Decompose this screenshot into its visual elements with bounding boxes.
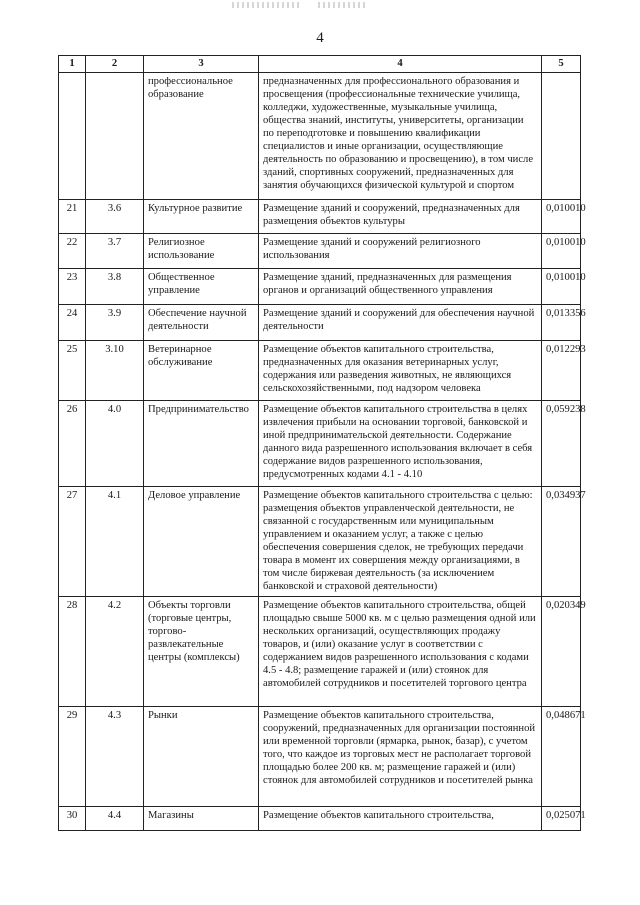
row-coefficient: 0,010010	[542, 269, 581, 305]
row-code	[86, 73, 144, 200]
row-code: 4.2	[86, 597, 144, 707]
row-name: Обеспечение научной деятельности	[144, 305, 259, 341]
row-name: профессиональное образование	[144, 73, 259, 200]
row-coefficient: 0,010010	[542, 234, 581, 269]
row-number: 27	[59, 487, 86, 597]
row-number: 24	[59, 305, 86, 341]
row-code: 3.6	[86, 200, 144, 234]
row-number: 30	[59, 807, 86, 831]
scan-artifact	[318, 2, 368, 8]
row-number	[59, 73, 86, 200]
table-row	[59, 807, 581, 831]
land-use-table	[58, 55, 586, 831]
row-code: 3.9	[86, 305, 144, 341]
table-row	[59, 234, 581, 269]
row-coefficient: 0,059238	[542, 401, 581, 487]
row-description: Размещение объектов капитального строительства с целью: размещения объектов управленческой деятельности, не связанной с государственным или муниципальным управлением и оказанием услуг, а также с целью обеспечения совершения сделок, не требующих передачи товара в момент их совершения между организациями, в том числе биржевая деятельность (за исключением банковской и страховой деятельности)	[259, 487, 542, 597]
table-row	[59, 200, 581, 234]
row-coefficient: 0,025071	[542, 807, 581, 831]
table-row	[59, 597, 581, 707]
row-coefficient: 0,010010	[542, 200, 581, 234]
row-name: Деловое управление	[144, 487, 259, 597]
row-code: 4.0	[86, 401, 144, 487]
scan-artifact	[232, 2, 302, 8]
row-number: 28	[59, 597, 86, 707]
row-name: Рынки	[144, 707, 259, 807]
row-code: 4.4	[86, 807, 144, 831]
table-row	[59, 73, 581, 200]
table-row	[59, 487, 581, 597]
table-row	[59, 707, 581, 807]
row-number: 29	[59, 707, 86, 807]
row-coefficient: 0,048671	[542, 707, 581, 807]
row-coefficient: 0,020349	[542, 597, 581, 707]
row-description: Размещение объектов капитального строительства, общей площадью свыше 5000 кв. м с целью размещения одной или нескольких организаций, осуществляющих продажу товаров, и (или) оказание услуг в соответствии с содержанием видов разрешенного использования с кодами 4.5 - 4.8; размещение гаражей и (или) стоянок для автомобилей сотрудников и посетителей торгового центра	[259, 597, 542, 707]
row-code: 3.8	[86, 269, 144, 305]
row-name: Ветеринарное обслуживание	[144, 341, 259, 401]
page-number: 4	[316, 30, 324, 46]
row-name: Культурное развитие	[144, 200, 259, 234]
row-name: Магазины	[144, 807, 259, 831]
row-number: 25	[59, 341, 86, 401]
row-code: 3.10	[86, 341, 144, 401]
row-description: Размещение зданий, предназначенных для размещения органов и организаций общественного управления	[259, 269, 542, 305]
row-number: 26	[59, 401, 86, 487]
row-code: 3.7	[86, 234, 144, 269]
row-description: Размещение объектов капитального строительства, сооружений, предназначенных для организации постоянной или временной торговли (ярмарка, рынок, базар), с учетом того, что каждое из торговых мест не располагает торговой площадью более 200 кв. м; размещение гаражей и (или) стоянок для автомобилей сотрудников и посетителей рынка	[259, 707, 542, 807]
table-header-row	[59, 56, 581, 73]
column-header-name: 3	[144, 56, 259, 73]
row-description: предназначенных для профессионального образования и просвещения (профессиональные технические училища, колледжи, художественные, музыкальные училища, общества знаний, институты, университеты, организации по переподготовке и повышению квалификации специалистов и иные организации, осуществляющие деятельность по образованию и просвещению), в том числе зданий, спортивных сооружений, предназначенных для занятия обучающихся физической культурой и спортом	[259, 73, 542, 200]
column-header-description: 4	[259, 56, 542, 73]
table-row	[59, 269, 581, 305]
row-name: Предпринимательство	[144, 401, 259, 487]
row-description: Размещение объектов капитального строительства, предназначенных для оказания ветеринарных услуг, содержания или разведения животных, не являющихся сельскохозяйственными, под надзором человека	[259, 341, 542, 401]
row-number: 22	[59, 234, 86, 269]
column-header-coefficient: 5	[542, 56, 581, 73]
row-coefficient: 0,034937	[542, 487, 581, 597]
row-name: Объекты торговли (торговые центры, торгово-развлекательные центры (комплексы)	[144, 597, 259, 707]
table-row	[59, 341, 581, 401]
row-coefficient: 0,012293	[542, 341, 581, 401]
row-name: Религиозное использование	[144, 234, 259, 269]
column-header-code: 2	[86, 56, 144, 73]
table-row	[59, 401, 581, 487]
row-description: Размещение зданий и сооружений для обеспечения научной деятельности	[259, 305, 542, 341]
column-header-number: 1	[59, 56, 86, 73]
row-number: 21	[59, 200, 86, 234]
row-coefficient: 0,013356	[542, 305, 581, 341]
row-description: Размещение зданий и сооружений, предназначенных для размещения объектов культуры	[259, 200, 542, 234]
row-description: Размещение зданий и сооружений религиозного использования	[259, 234, 542, 269]
row-description: Размещение объектов капитального строительства,	[259, 807, 542, 831]
row-name: Общественное управление	[144, 269, 259, 305]
row-coefficient	[542, 73, 581, 200]
row-number: 23	[59, 269, 86, 305]
row-code: 4.1	[86, 487, 144, 597]
row-description: Размещение объектов капитального строительства в целях извлечения прибыли на основании торговой, банковской и иной предпринимательской деятельности. Содержание данного вида разрешенного использования включает в себя содержание видов разрешенного использования, предусмотренных кодами 4.1 - 4.10	[259, 401, 542, 487]
table-row	[59, 305, 581, 341]
row-code: 4.3	[86, 707, 144, 807]
